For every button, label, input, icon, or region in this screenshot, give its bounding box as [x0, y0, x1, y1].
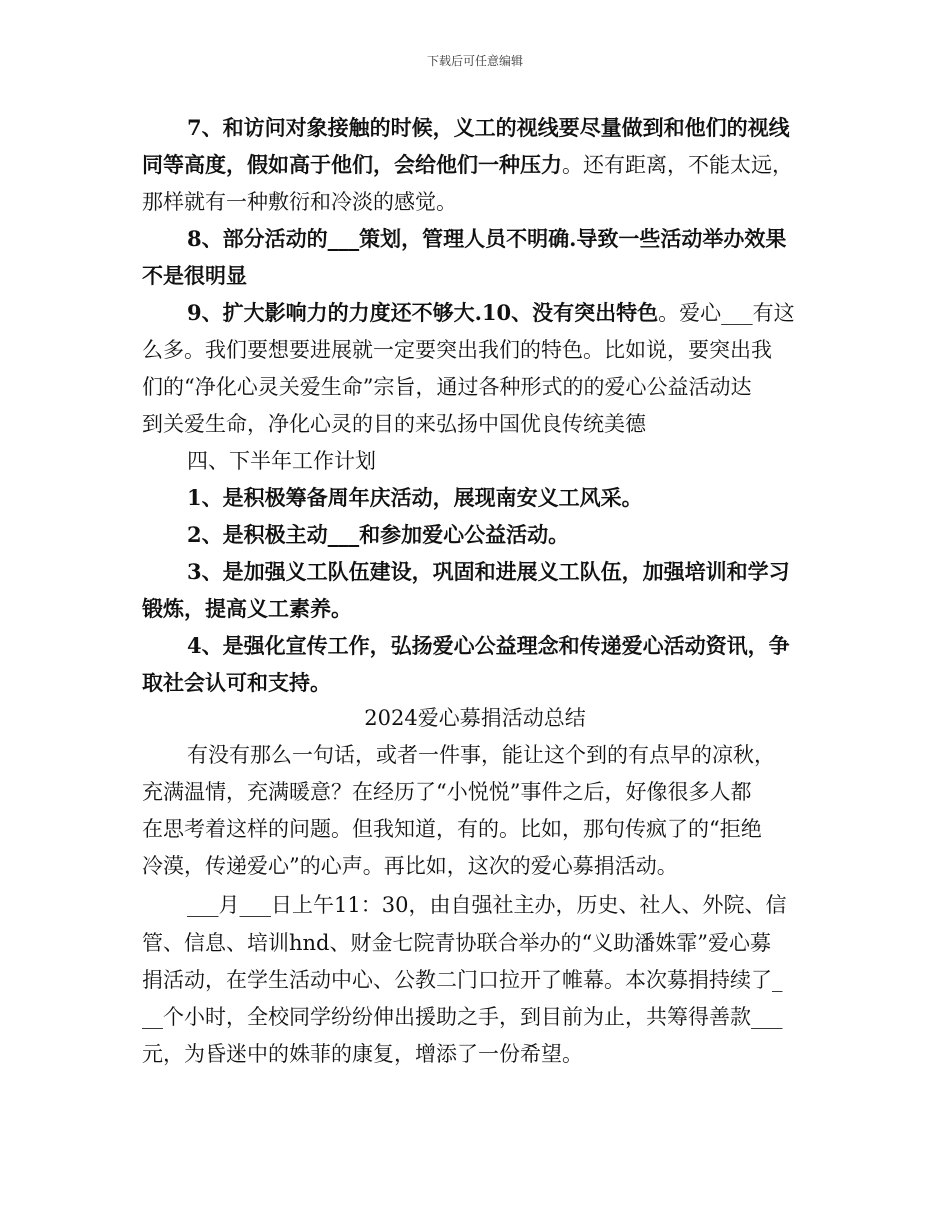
text-line: 同等高度，假如高于他们，会给他们一种压力。还有距离，不能太远， [142, 152, 793, 177]
text-line: 7、和访问对象接触的时候，义工的视线要尽量做到和他们的视线 [187, 115, 790, 140]
text-line: 1、是积极筹备周年庆活动，展现南安义工风采。 [187, 485, 643, 510]
text-line: 取社会认可和支持。 [142, 670, 331, 695]
body-line: 充满温情，充满暖意？在经历了“小悦悦”事件之后，好像很多人都 [142, 780, 752, 804]
text-line: 不是很明显 [142, 263, 247, 288]
text-line: 到关爱生命，净化心灵的目的来弘扬中国优良传统美德 [142, 412, 646, 436]
body-line: __个小时，全校同学纷纷伸出援助之手，到目前为止，共筹得善款___ [142, 1005, 783, 1029]
body-line: 在思考着这样的问题。但我知道，有的。比如，那句传疯了的“拒绝 [142, 817, 762, 841]
text-line: 们的“净化心灵关爱生命”宗旨，通过各种形式的的爱心公益活动达 [142, 375, 752, 399]
text-line: 那样就有一种敷衍和冷淡的感觉。 [142, 190, 457, 214]
body-line: 元，为昏迷中的姝菲的康复，增添了一份希望。 [142, 1042, 583, 1066]
body-line: 有没有那么一句话，或者一件事，能让这个到的有点早的凉秋， [187, 743, 775, 767]
text-line: 4、是强化宣传工作，弘扬爱心公益理念和传递爱心活动资讯，争 [187, 633, 790, 658]
text-line: 9、扩大影响力的力度还不够大.10、没有突出特色。爱心___有这 [187, 300, 795, 325]
text-line: 8、部分活动的___策划，管理人员不明确.导致一些活动举办效果 [187, 226, 787, 251]
page-header: 下载后可任意编辑 [426, 54, 523, 68]
body-line: 管、信息、培训hnd、财金七院青协联合举办的“义助潘姝霏”爱心募 [142, 931, 771, 955]
text-line: 2、是积极主动___和参加爱心公益活动。 [187, 522, 570, 547]
body-line: 冷漠，传递爱心”的心声。再比如，这次的爱心募捐活动。 [142, 854, 678, 878]
text-line: 锻炼，提高义工素养。 [142, 596, 352, 621]
section-heading: 四、下半年工作计划 [187, 449, 376, 473]
document-title: 2024爱心募捐活动总结 [364, 706, 586, 730]
body-line: 捐活动，在学生活动中心、公教二门口拉开了帷幕。本次募捐持续了_ [142, 968, 783, 992]
text-line: 3、是加强义工队伍建设，巩固和进展义工队伍，加强培训和学习 [187, 559, 790, 584]
body-line: ___月___日上午11：30，由自强社主办，历史、社人、外院、信 [187, 893, 787, 917]
text-line: 么多。我们要想要进展就一定要突出我们的特色。比如说，要突出我 [142, 338, 772, 362]
